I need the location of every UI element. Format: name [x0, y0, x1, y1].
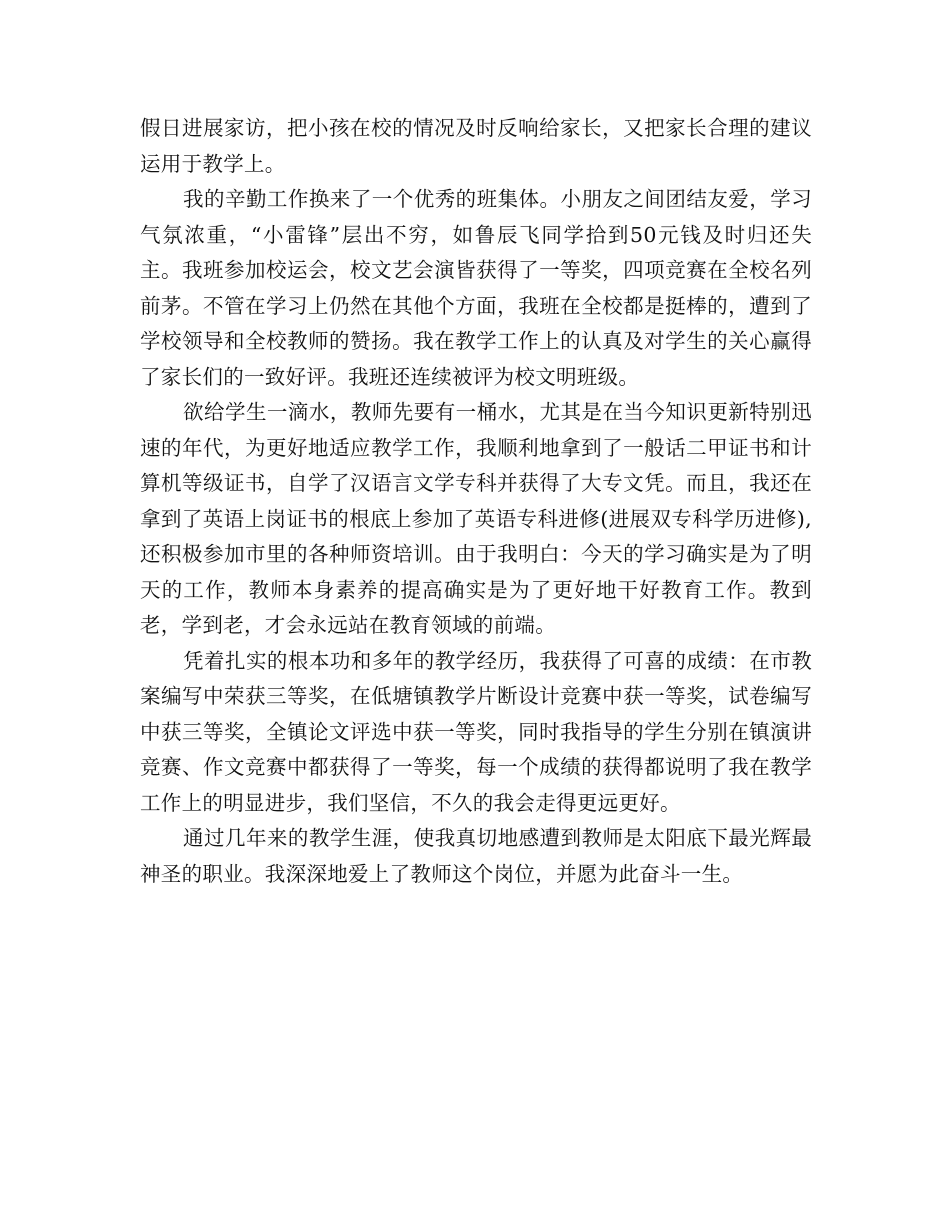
paragraph-home-visits: 假日进展家访，把小孩在校的情况及时反响给家长，又把家长合理的建议运用于教学上。 — [140, 116, 812, 176]
document-body — [140, 111, 812, 892]
paragraph-conclusion: 通过几年来的教学生涯，使我真切地感遭到教师是太阳底下最光辉最神圣的职业。我深深地爱上了教师这个岗位，并愿为此奋斗一生。 — [140, 826, 812, 886]
paragraph-self-study: 欲给学生一滴水，教师先要有一桶水，尤其是在当今知识更新特别迅速的年代，为更好地适应教学工作，我顺利地拿到了一般话二甲证书和计算机等级证书，自学了汉语言文学专科并获得了大专文凭。而且，我还在拿到了英语上岗证书的根底上参加了英语专科进修(进展双专科学历进修),还积极参加市里的各种师资培训。由于我明白：今天的学习确实是为了明天的工作，教师本身素养的提高确实是为了更好地干好教育工作。教到老，学到老，才会永远站在教育领域的前端。 — [140, 400, 812, 637]
paragraph-awards: 凭着扎实的根本功和多年的教学经历，我获得了可喜的成绩：在市教案编写中荣获三等奖，在低塘镇教学片断设计竞赛中获一等奖，试卷编写中获三等奖，全镇论文评选中获一等奖，同时我指导的学生分别在镇演讲竞赛、作文竞赛中都获得了一等奖，每一个成绩的获得都说明了我在教学工作上的明显进步，我们坚信，不久的我会走得更远更好。 — [140, 648, 812, 815]
paragraph-class-achievements: 我的辛勤工作换来了一个优秀的班集体。小朋友之间团结友爱，学习气氛浓重，“小雷锋”层出不穷，如鲁辰飞同学拾到50元钱及时归还失主。我班参加校运会，校文艺会演皆获得了一等奖，四项竞赛在全校名列前茅。不管在学习上仍然在其他个方面，我班在全校都是挺棒的，遭到了学校领导和全校教师的赞扬。我在教学工作上的认真及对学生的关心赢得了家长们的一致好评。我班还连续被评为校文明班级。 — [140, 187, 812, 389]
